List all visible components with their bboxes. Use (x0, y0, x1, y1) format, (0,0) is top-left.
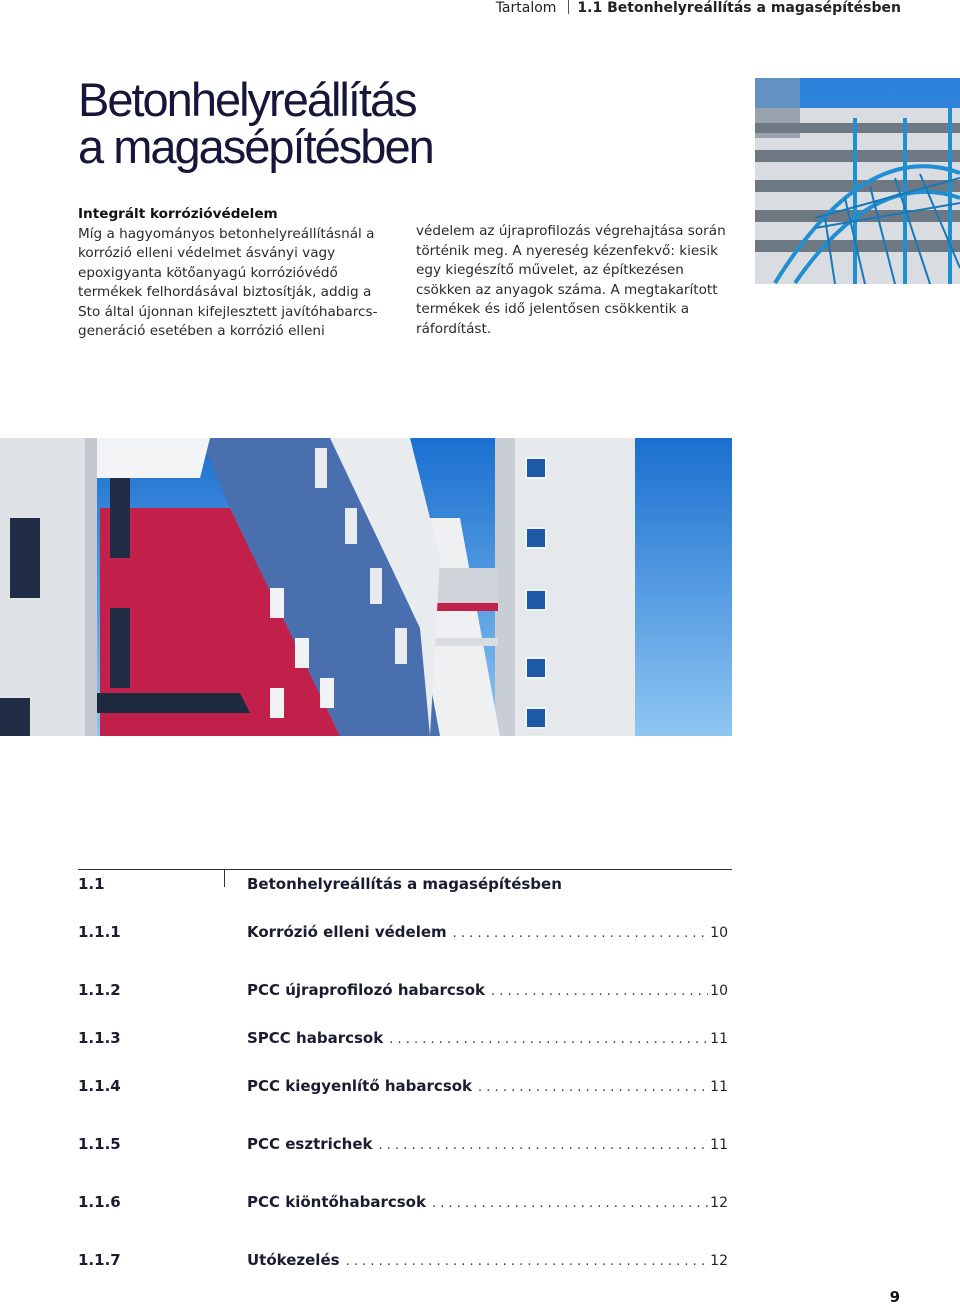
toc-entry-7[interactable] (78, 1250, 728, 1270)
body-paragraph-right: védelem az újraprofilozás végrehajtása során történik meg. A nyereség kézenfekvő: kiesik egy kiegészítő művelet, az építkezésen csökken az anyagok száma. A megtakarított termékek és idő jelentősen csökkentik a ráfordítást. (416, 223, 726, 337)
toc-entry-label: PCC kiegyenlítő habarcsok (247, 1077, 473, 1095)
page-title-line1: Betonhelyreállítás (78, 73, 416, 126)
toc-entry-label: PCC kiöntőhabarcsok (247, 1193, 426, 1211)
toc-entry-page: 10 (710, 983, 728, 999)
header-divider (568, 0, 569, 14)
toc-entry-page: 11 (710, 1137, 728, 1153)
body-column-left (78, 205, 393, 342)
toc-entry-page: 10 (710, 925, 728, 941)
toc-entry-number: 1.1.2 (78, 981, 121, 999)
toc-entry-label: Utókezelés (247, 1251, 340, 1269)
toc-entry-number: 1.1.1 (78, 923, 121, 941)
toc-entry-page: 12 (710, 1253, 728, 1269)
buildings-photo (0, 438, 732, 736)
toc-entry-number: 1.1.6 (78, 1193, 121, 1211)
body-column-right (416, 222, 741, 339)
toc-dot-leader (379, 1136, 709, 1156)
toc-entry-5[interactable] (78, 1134, 728, 1154)
toc-dot-leader (453, 924, 709, 944)
toc-dot-leader (432, 1194, 708, 1214)
toc-entry-label: SPCC habarcsok (247, 1029, 384, 1047)
toc-entry-number: 1.1.5 (78, 1135, 121, 1153)
toc-main-number: 1.1 (78, 875, 105, 893)
header-section-link[interactable]: Tartalom (495, 0, 557, 16)
toc-entry-label: Korrózió elleni védelem (247, 923, 447, 941)
toc-entry-2[interactable] (78, 980, 728, 1000)
toc-dot-leader (478, 1078, 708, 1098)
toc-entry-1[interactable] (78, 922, 728, 942)
toc-entry-number: 1.1.7 (78, 1251, 121, 1269)
section-subheading: Integrált korrózióvédelem (78, 206, 278, 222)
toc-entry-6[interactable] (78, 1192, 728, 1212)
toc-entry-page: 11 (710, 1031, 728, 1047)
body-paragraph-left: Míg a hagyományos betonhelyreállításnál a korrózió elleni védelmet ásványi vagy epoxigyanta kötőanyagú korrózióvédő termékek felhordásával biztosítják, addig a Sto által újonnan kifejlesztett javítóhabarcs-generáció esetében a korrózió elleni (78, 225, 378, 339)
header-current-chapter: 1.1 Betonhelyreállítás a magasépítésben (577, 0, 901, 16)
toc-entry-page: 12 (710, 1195, 728, 1211)
toc-entry-label: PCC újraprofilozó habarcsok (247, 981, 485, 999)
toc-entry-label: PCC esztrichek (247, 1135, 373, 1153)
page-title-line2: a magasépítésben (78, 120, 433, 173)
toc-dot-leader (389, 1030, 708, 1050)
toc-entry-4[interactable] (78, 1076, 728, 1096)
toc-entry-number: 1.1.3 (78, 1029, 121, 1047)
toc-entry-number: 1.1.4 (78, 1077, 121, 1095)
page-title (78, 73, 433, 173)
toc-entry-page: 11 (710, 1079, 728, 1095)
running-header (496, 0, 901, 15)
toc-dot-leader (346, 1252, 709, 1272)
toc-main-entry[interactable] (78, 874, 728, 894)
toc-rule (78, 869, 732, 870)
toc-entry-3[interactable] (78, 1028, 728, 1048)
canopy-photo (755, 78, 960, 284)
toc-main-label: Betonhelyreállítás a magasépítésben (247, 875, 562, 893)
toc-dot-leader (491, 982, 708, 1002)
page-number: 9 (889, 1288, 900, 1306)
